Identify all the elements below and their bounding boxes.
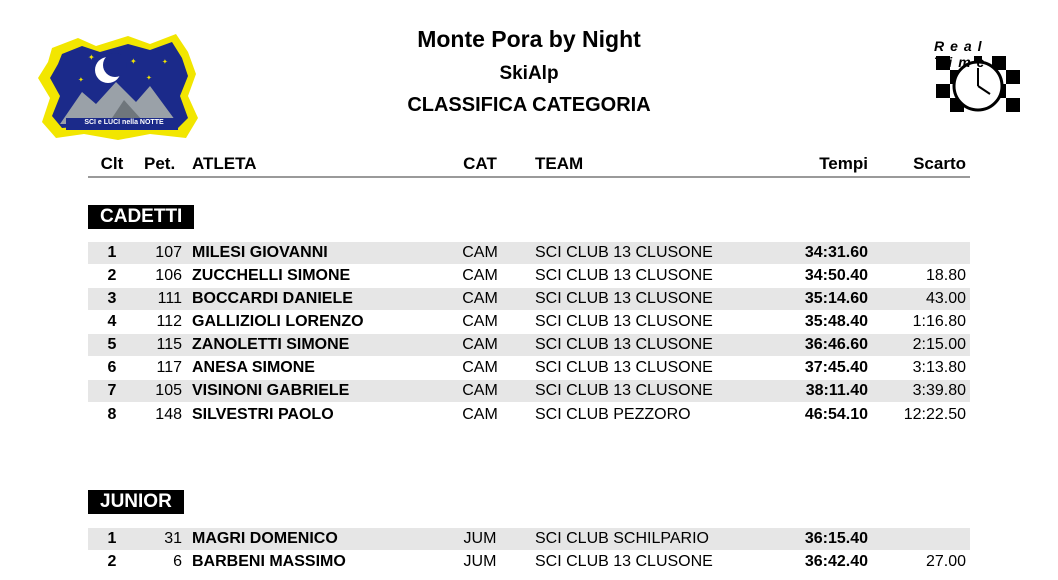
table-row bbox=[88, 265, 970, 287]
cell-team: SCI CLUB 13 CLUSONE bbox=[535, 244, 713, 261]
cell-atleta: MAGRI DOMENICO bbox=[192, 530, 338, 547]
col-atleta: ATLETA bbox=[192, 154, 257, 173]
cell-clt: 5 bbox=[107, 336, 117, 353]
table-row bbox=[88, 334, 970, 356]
cell-atleta: GALLIZIOLI LORENZO bbox=[192, 313, 364, 330]
table-row bbox=[88, 404, 970, 426]
cell-team: SCI CLUB PEZZORO bbox=[535, 406, 691, 423]
cell-scarto: 2:15.00 bbox=[912, 336, 966, 353]
cell-cat: CAM bbox=[462, 290, 498, 307]
cell-tempi: 36:15.40 bbox=[804, 530, 868, 547]
cell-team: SCI CLUB 13 CLUSONE bbox=[535, 290, 713, 307]
cell-cat: JUM bbox=[463, 530, 497, 547]
cell-atleta: SILVESTRI PAOLO bbox=[192, 406, 334, 423]
col-team: TEAM bbox=[535, 154, 584, 173]
cell-scarto: 43.00 bbox=[925, 290, 966, 307]
cell-atleta: MILESI GIOVANNI bbox=[192, 244, 328, 261]
logo-text: SCI e LUCI nella NOTTE bbox=[84, 119, 164, 126]
cell-tempi: 34:50.40 bbox=[804, 267, 868, 284]
cell-tempi: 34:31.60 bbox=[804, 244, 868, 261]
cell-clt: 1 bbox=[107, 244, 117, 261]
cell-cat: CAM bbox=[462, 313, 498, 330]
cell-cat: CAM bbox=[462, 267, 498, 284]
cell-tempi: 35:14.60 bbox=[804, 290, 868, 307]
cell-tempi: 35:48.40 bbox=[804, 313, 868, 330]
cell-team: SCI CLUB 13 CLUSONE bbox=[535, 382, 713, 399]
cell-scarto: 12:22.50 bbox=[903, 406, 966, 423]
table-row bbox=[88, 380, 970, 402]
cell-tempi: 36:46.60 bbox=[804, 336, 868, 353]
cell-pet: 105 bbox=[155, 382, 182, 399]
table-row bbox=[88, 551, 970, 573]
table-row bbox=[88, 311, 970, 333]
cell-atleta: ZANOLETTI SIMONE bbox=[192, 336, 350, 353]
cell-team: SCI CLUB SCHILPARIO bbox=[535, 530, 709, 547]
classification-title: CLASSIFICA CATEGORIA bbox=[407, 94, 651, 116]
cell-scarto: 3:39.80 bbox=[912, 382, 966, 399]
cell-cat: CAM bbox=[462, 244, 498, 261]
cell-cat: CAM bbox=[462, 336, 498, 353]
cell-atleta: ANESA SIMONE bbox=[192, 359, 315, 376]
svg-text:✦: ✦ bbox=[146, 74, 152, 82]
cell-cat: CAM bbox=[462, 406, 498, 423]
logo-text-right: Real Time bbox=[934, 38, 991, 70]
cell-clt: 6 bbox=[107, 359, 117, 376]
cell-pet: 115 bbox=[156, 336, 182, 353]
cell-atleta: ZUCCHELLI SIMONE bbox=[192, 267, 351, 284]
cell-tempi: 37:45.40 bbox=[804, 359, 868, 376]
table-row bbox=[88, 288, 970, 310]
col-scarto: Scarto bbox=[913, 154, 966, 173]
cell-atleta: BOCCARDI DANIELE bbox=[192, 290, 353, 307]
cell-atleta: VISINONI GABRIELE bbox=[192, 382, 350, 399]
cell-pet: 111 bbox=[157, 290, 182, 307]
cell-clt: 2 bbox=[107, 267, 117, 284]
col-cat: CAT bbox=[463, 154, 497, 173]
svg-text:✦: ✦ bbox=[88, 53, 95, 62]
col-clt: Clt bbox=[100, 154, 124, 173]
cell-cat: CAM bbox=[462, 382, 498, 399]
cell-clt: 4 bbox=[107, 313, 117, 330]
table-row bbox=[88, 528, 970, 550]
page-subtitle: SkiAlp bbox=[499, 63, 559, 84]
cell-clt: 2 bbox=[107, 553, 117, 570]
cell-clt: 3 bbox=[107, 290, 117, 307]
col-tempi: Tempi bbox=[819, 154, 868, 173]
svg-text:✦: ✦ bbox=[130, 57, 137, 66]
cell-team: SCI CLUB 13 CLUSONE bbox=[535, 267, 713, 284]
cell-team: SCI CLUB 13 CLUSONE bbox=[535, 313, 713, 330]
cell-team: SCI CLUB 13 CLUSONE bbox=[535, 553, 713, 570]
category-label: JUNIOR bbox=[88, 490, 184, 514]
cell-team: SCI CLUB 13 CLUSONE bbox=[535, 336, 713, 353]
svg-text:✦: ✦ bbox=[162, 58, 168, 66]
cell-team: SCI CLUB 13 CLUSONE bbox=[535, 359, 713, 376]
cell-tempi: 46:54.10 bbox=[804, 406, 868, 423]
cell-clt: 8 bbox=[107, 406, 117, 423]
cell-pet: 112 bbox=[156, 313, 182, 330]
cell-atleta: BARBENI MASSIMO bbox=[192, 553, 346, 570]
cell-scarto: 1:16.80 bbox=[912, 313, 966, 330]
cell-pet: 106 bbox=[155, 267, 182, 284]
cell-cat: CAM bbox=[462, 359, 498, 376]
cell-clt: 7 bbox=[107, 382, 117, 399]
cell-cat: JUM bbox=[463, 553, 497, 570]
svg-text:✦: ✦ bbox=[78, 76, 84, 84]
cell-pet: 6 bbox=[173, 553, 182, 570]
category-label: CADETTI bbox=[88, 205, 194, 229]
page-title: Monte Pora by Night bbox=[417, 26, 641, 52]
table-row bbox=[88, 357, 970, 379]
cell-pet: 148 bbox=[155, 406, 182, 423]
cell-clt: 1 bbox=[107, 530, 117, 547]
cell-pet: 117 bbox=[156, 359, 182, 376]
col-pet: Pet. bbox=[144, 154, 176, 173]
cell-scarto: 18.80 bbox=[925, 267, 966, 284]
table-row bbox=[88, 242, 970, 264]
cell-pet: 31 bbox=[164, 530, 182, 547]
cell-tempi: 36:42.40 bbox=[804, 553, 868, 570]
cell-pet: 107 bbox=[155, 244, 182, 261]
cell-scarto: 3:13.80 bbox=[912, 359, 966, 376]
cell-tempi: 38:11.40 bbox=[805, 382, 868, 399]
cell-scarto: 27.00 bbox=[925, 553, 966, 570]
table-header bbox=[88, 152, 970, 178]
